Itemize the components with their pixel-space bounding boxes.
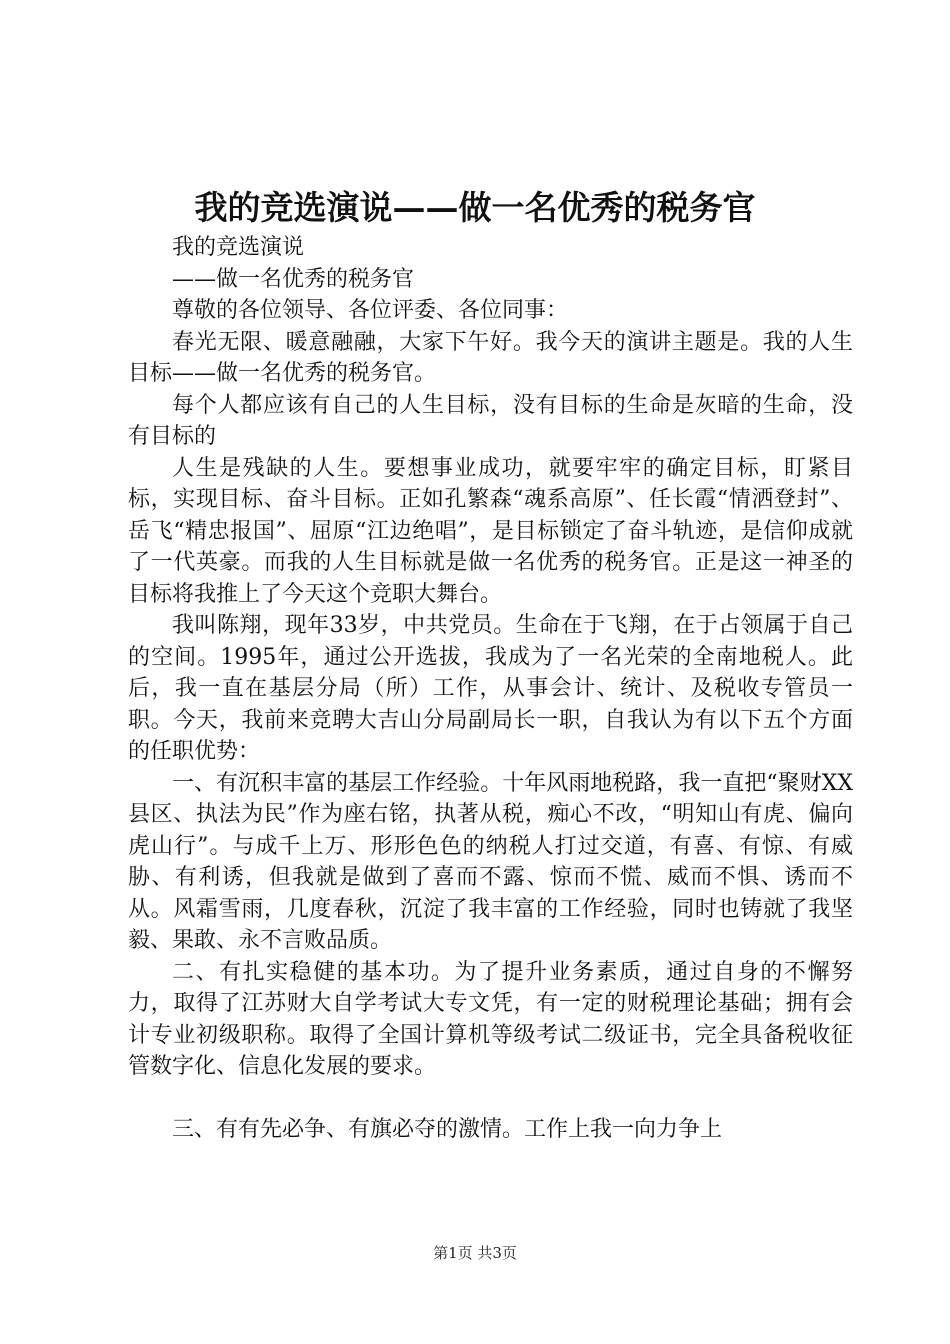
paragraph-speech-subtitle: ——做一名优秀的税务官 xyxy=(172,266,415,292)
page-footer: 第1页 共3页 xyxy=(433,1244,517,1262)
document-title: 我的竞选演说——做一名优秀的税务官 xyxy=(194,188,756,227)
paragraph-self-intro: 我叫陈翔，现年33岁，中共党员。生命在于飞翔，在于占领属于自己的空间。1995年，通过公开选拔，我成为了一名光荣的全南地税人。此后，我一直在基层分局（所）工作，从事会计、统计、及税收专管员一职。今天，我前来竞聘大吉山分局副局长一职，自我认为有以下五个方面的任职优势： xyxy=(128,613,853,764)
paragraph-advantage-three: 三、有有先必争、有旗必夺的激情。工作上我一向力争上 xyxy=(172,1117,723,1142)
paragraph-goal-examples: 人生是残缺的人生。要想事业成功，就要牢牢的确定目标，盯紧目标，实现目标、奋斗目标。正如孔繁森“魂系高原”、任长霞“情洒登封”、岳飞“精忠报国”、屈原“江边绝唱”，是目标锁定了奋斗轨迹，是信仰成就了一代英豪。而我的人生目标就是做一名优秀的税务官。正是这一神圣的目标将我推上了今天这个竞职大舞台。 xyxy=(128,455,853,607)
paragraph-salutation: 尊敬的各位领导、各位评委、各位同事： xyxy=(172,298,569,323)
paragraph-life-goal: 每个人都应该有自己的人生目标，没有目标的生命是灰暗的生命，没有目标的 xyxy=(128,392,853,449)
paragraph-advantage-one: 一、有沉积丰富的基层工作经验。十年风雨地税路，我一直把“聚财XX县区、执法为民”作为座右铭，执著从税，痴心不改，“明知山有虎、偏向虎山行”。与成千上万、形形色色的纳税人打过交道，有喜、有惊、有威胁、有利诱，但我就是做到了喜而不露、惊而不慌、威而不惧、诱而不从。风霜雪雨，几度春秋，沉淀了我丰富的工作经验，同时也铸就了我坚毅、果敢、永不言败品质。 xyxy=(128,770,853,953)
paragraph-advantage-two: 二、有扎实稳健的基本功。为了提升业务素质，通过自身的不懈努力，取得了江苏财大自学考试大专文凭，有一定的财税理论基础；拥有会计专业初级职称。取得了全国计算机等级考试二级证书，完全具备税收征管数字化、信息化发展的要求。 xyxy=(128,959,853,1079)
paragraph-speech-heading: 我的竞选演说 xyxy=(172,235,305,260)
paragraph-greeting: 春光无限、暖意融融，大家下午好。我今天的演讲主题是。我的人生目标——做一名优秀的税务官。 xyxy=(128,329,853,386)
document-body xyxy=(128,232,853,1146)
